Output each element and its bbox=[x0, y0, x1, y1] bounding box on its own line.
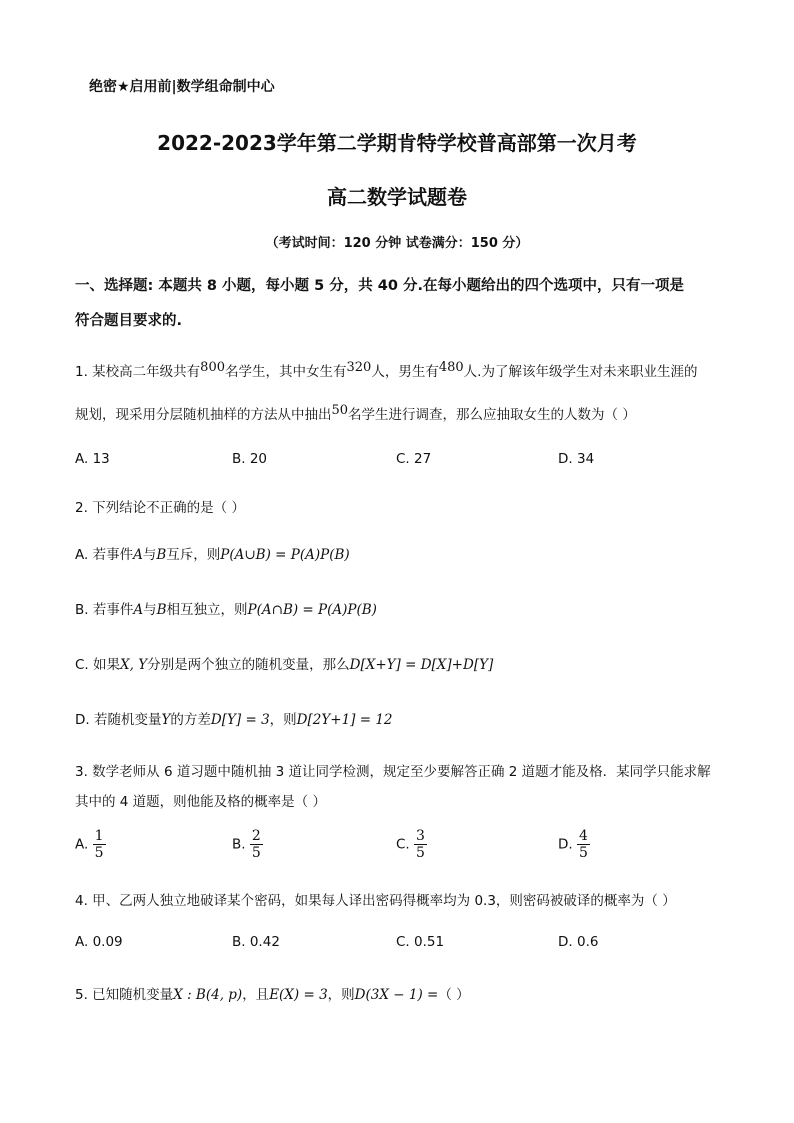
q2-a-text: 互斥，则 bbox=[166, 547, 221, 563]
q5-formula3: D(3X − 1) = bbox=[354, 987, 439, 1003]
var-a: A bbox=[133, 602, 144, 618]
q2-d-text: ，则 bbox=[269, 712, 297, 728]
q4-option-b[interactable]: B. 0.42 bbox=[232, 934, 280, 950]
q2-b-formula: P(A∩B) = P(A)P(B) bbox=[247, 602, 377, 618]
q1-option-b[interactable]: B. 20 bbox=[232, 451, 268, 467]
option-label: C. bbox=[396, 836, 410, 853]
denominator: 5 bbox=[578, 845, 588, 861]
fraction bbox=[577, 828, 590, 861]
q4-option-a[interactable]: A. 0.09 bbox=[75, 934, 123, 950]
question-2-stem: 2. 下列结论不正确的是（ ） bbox=[75, 500, 245, 516]
denominator: 5 bbox=[251, 845, 261, 861]
numerator: 4 bbox=[578, 828, 588, 844]
confidential-label: 绝密★启用前|数学组命制中心 bbox=[89, 79, 275, 95]
q5-text: ，且 bbox=[242, 987, 270, 1003]
q2-option-b[interactable] bbox=[75, 598, 377, 618]
numerator: 1 bbox=[94, 828, 104, 844]
question-4-stem: 4. 甲、乙两人独立地破译某个密码，如果每人译出密码得概率均为 0.3，则密码被破译的概率为（ ） bbox=[75, 893, 676, 909]
q1-num-480: 480 bbox=[438, 360, 464, 375]
q2-option-a[interactable] bbox=[75, 543, 350, 563]
q2-c-text: C. 如果 bbox=[75, 657, 121, 673]
q3-option-d[interactable] bbox=[558, 828, 590, 861]
q1-option-d[interactable]: D. 34 bbox=[558, 451, 595, 467]
q2-d-text: D. 若随机变量 bbox=[75, 712, 162, 728]
q2-a-formula: P(A∪B) = P(A)P(B) bbox=[220, 547, 350, 563]
denominator: 5 bbox=[94, 845, 104, 861]
option-label: B. bbox=[232, 836, 246, 853]
q1-option-a[interactable]: A. 13 bbox=[75, 451, 110, 467]
q5-text: 5. 已知随机变量 bbox=[75, 987, 174, 1003]
fraction bbox=[414, 828, 427, 861]
fraction bbox=[93, 828, 106, 861]
q4-option-d[interactable]: D. 0.6 bbox=[558, 934, 599, 950]
var-a: A bbox=[133, 547, 143, 563]
question-3-line2: 其中的 4 道题，则他能及格的概率是（ ） bbox=[75, 794, 326, 810]
exam-meta: （考试时间：120 分钟 试卷满分：150 分） bbox=[265, 236, 529, 251]
q1-text: 名学生，其中女生有 bbox=[225, 364, 347, 380]
option-label: D. bbox=[558, 836, 573, 853]
q1-num-50: 50 bbox=[331, 403, 349, 418]
option-label: A. bbox=[75, 836, 89, 853]
section-heading-line2: 符合题目要求的. bbox=[75, 313, 183, 329]
section-heading-line1: 一、选择题: 本题共 8 小题，每小题 5 分，共 40 分.在每小题给出的四个选项中，只有一项是 bbox=[75, 278, 684, 294]
q2-a-text: A. 若事件 bbox=[75, 547, 134, 563]
q2-b-text: 与 bbox=[143, 602, 157, 618]
exam-title: 2022-2023学年第二学期肯特学校普高部第一次月考 bbox=[157, 131, 637, 155]
q1-num-320: 320 bbox=[346, 360, 372, 375]
q2-c-text: 分别是两个独立的随机变量，那么 bbox=[147, 657, 350, 673]
question-3-line1: 3. 数学老师从 6 道习题中随机抽 3 道让同学检测，规定至少要解答正确 2 道题才能及格．某同学只能求解 bbox=[75, 764, 711, 780]
q3-option-b[interactable] bbox=[232, 828, 263, 861]
q3-option-c[interactable] bbox=[396, 828, 427, 861]
q2-c-formula: D[X+Y] = D[X]+D[Y] bbox=[349, 657, 494, 673]
q1-text: 人.为了解该年级学生对未来职业生涯的 bbox=[463, 364, 698, 380]
q2-d-text: 的方差 bbox=[170, 712, 211, 728]
var-b: B bbox=[156, 547, 167, 563]
question-5-stem bbox=[75, 983, 470, 1003]
numerator: 2 bbox=[251, 828, 261, 844]
denominator: 5 bbox=[416, 845, 425, 861]
question-1-line2 bbox=[75, 403, 636, 423]
q1-option-c[interactable]: C. 27 bbox=[396, 451, 432, 467]
q2-a-text: 与 bbox=[142, 547, 157, 563]
q1-text: 规划，现采用分层随机抽样的方法从中抽出 bbox=[75, 407, 332, 423]
q2-d-formula2: D[2Y+1] = 12 bbox=[296, 712, 393, 728]
q1-text: 1. 某校高二年级共有 bbox=[75, 364, 201, 380]
fraction bbox=[250, 828, 263, 861]
q2-d-formula1: D[Y] = 3 bbox=[210, 712, 270, 728]
q2-option-c[interactable] bbox=[75, 653, 493, 673]
q2-c-vars: X, Y bbox=[120, 657, 148, 673]
q5-formula2: E(X) = 3 bbox=[269, 987, 328, 1003]
q5-text: ，则 bbox=[327, 987, 355, 1003]
numerator: 3 bbox=[416, 828, 425, 844]
question-1-line1 bbox=[75, 360, 697, 380]
q3-option-a[interactable] bbox=[75, 828, 106, 861]
q1-text: 人，男生有 bbox=[371, 364, 439, 380]
q1-text: 名学生进行调查，那么应抽取女生的人数为（ ） bbox=[348, 407, 636, 423]
q2-option-d[interactable] bbox=[75, 708, 393, 728]
q5-text: （ ） bbox=[438, 987, 470, 1003]
q5-formula1: X : B(4, p) bbox=[173, 987, 243, 1003]
q4-option-c[interactable]: C. 0.51 bbox=[396, 934, 445, 950]
var-y: Y bbox=[161, 712, 171, 728]
q2-b-text: 相互独立，则 bbox=[166, 602, 248, 618]
q2-b-text: B. 若事件 bbox=[75, 602, 134, 618]
var-b: B bbox=[156, 602, 167, 618]
q1-num-800: 800 bbox=[200, 360, 225, 375]
exam-subtitle: 高二数学试题卷 bbox=[327, 185, 467, 209]
